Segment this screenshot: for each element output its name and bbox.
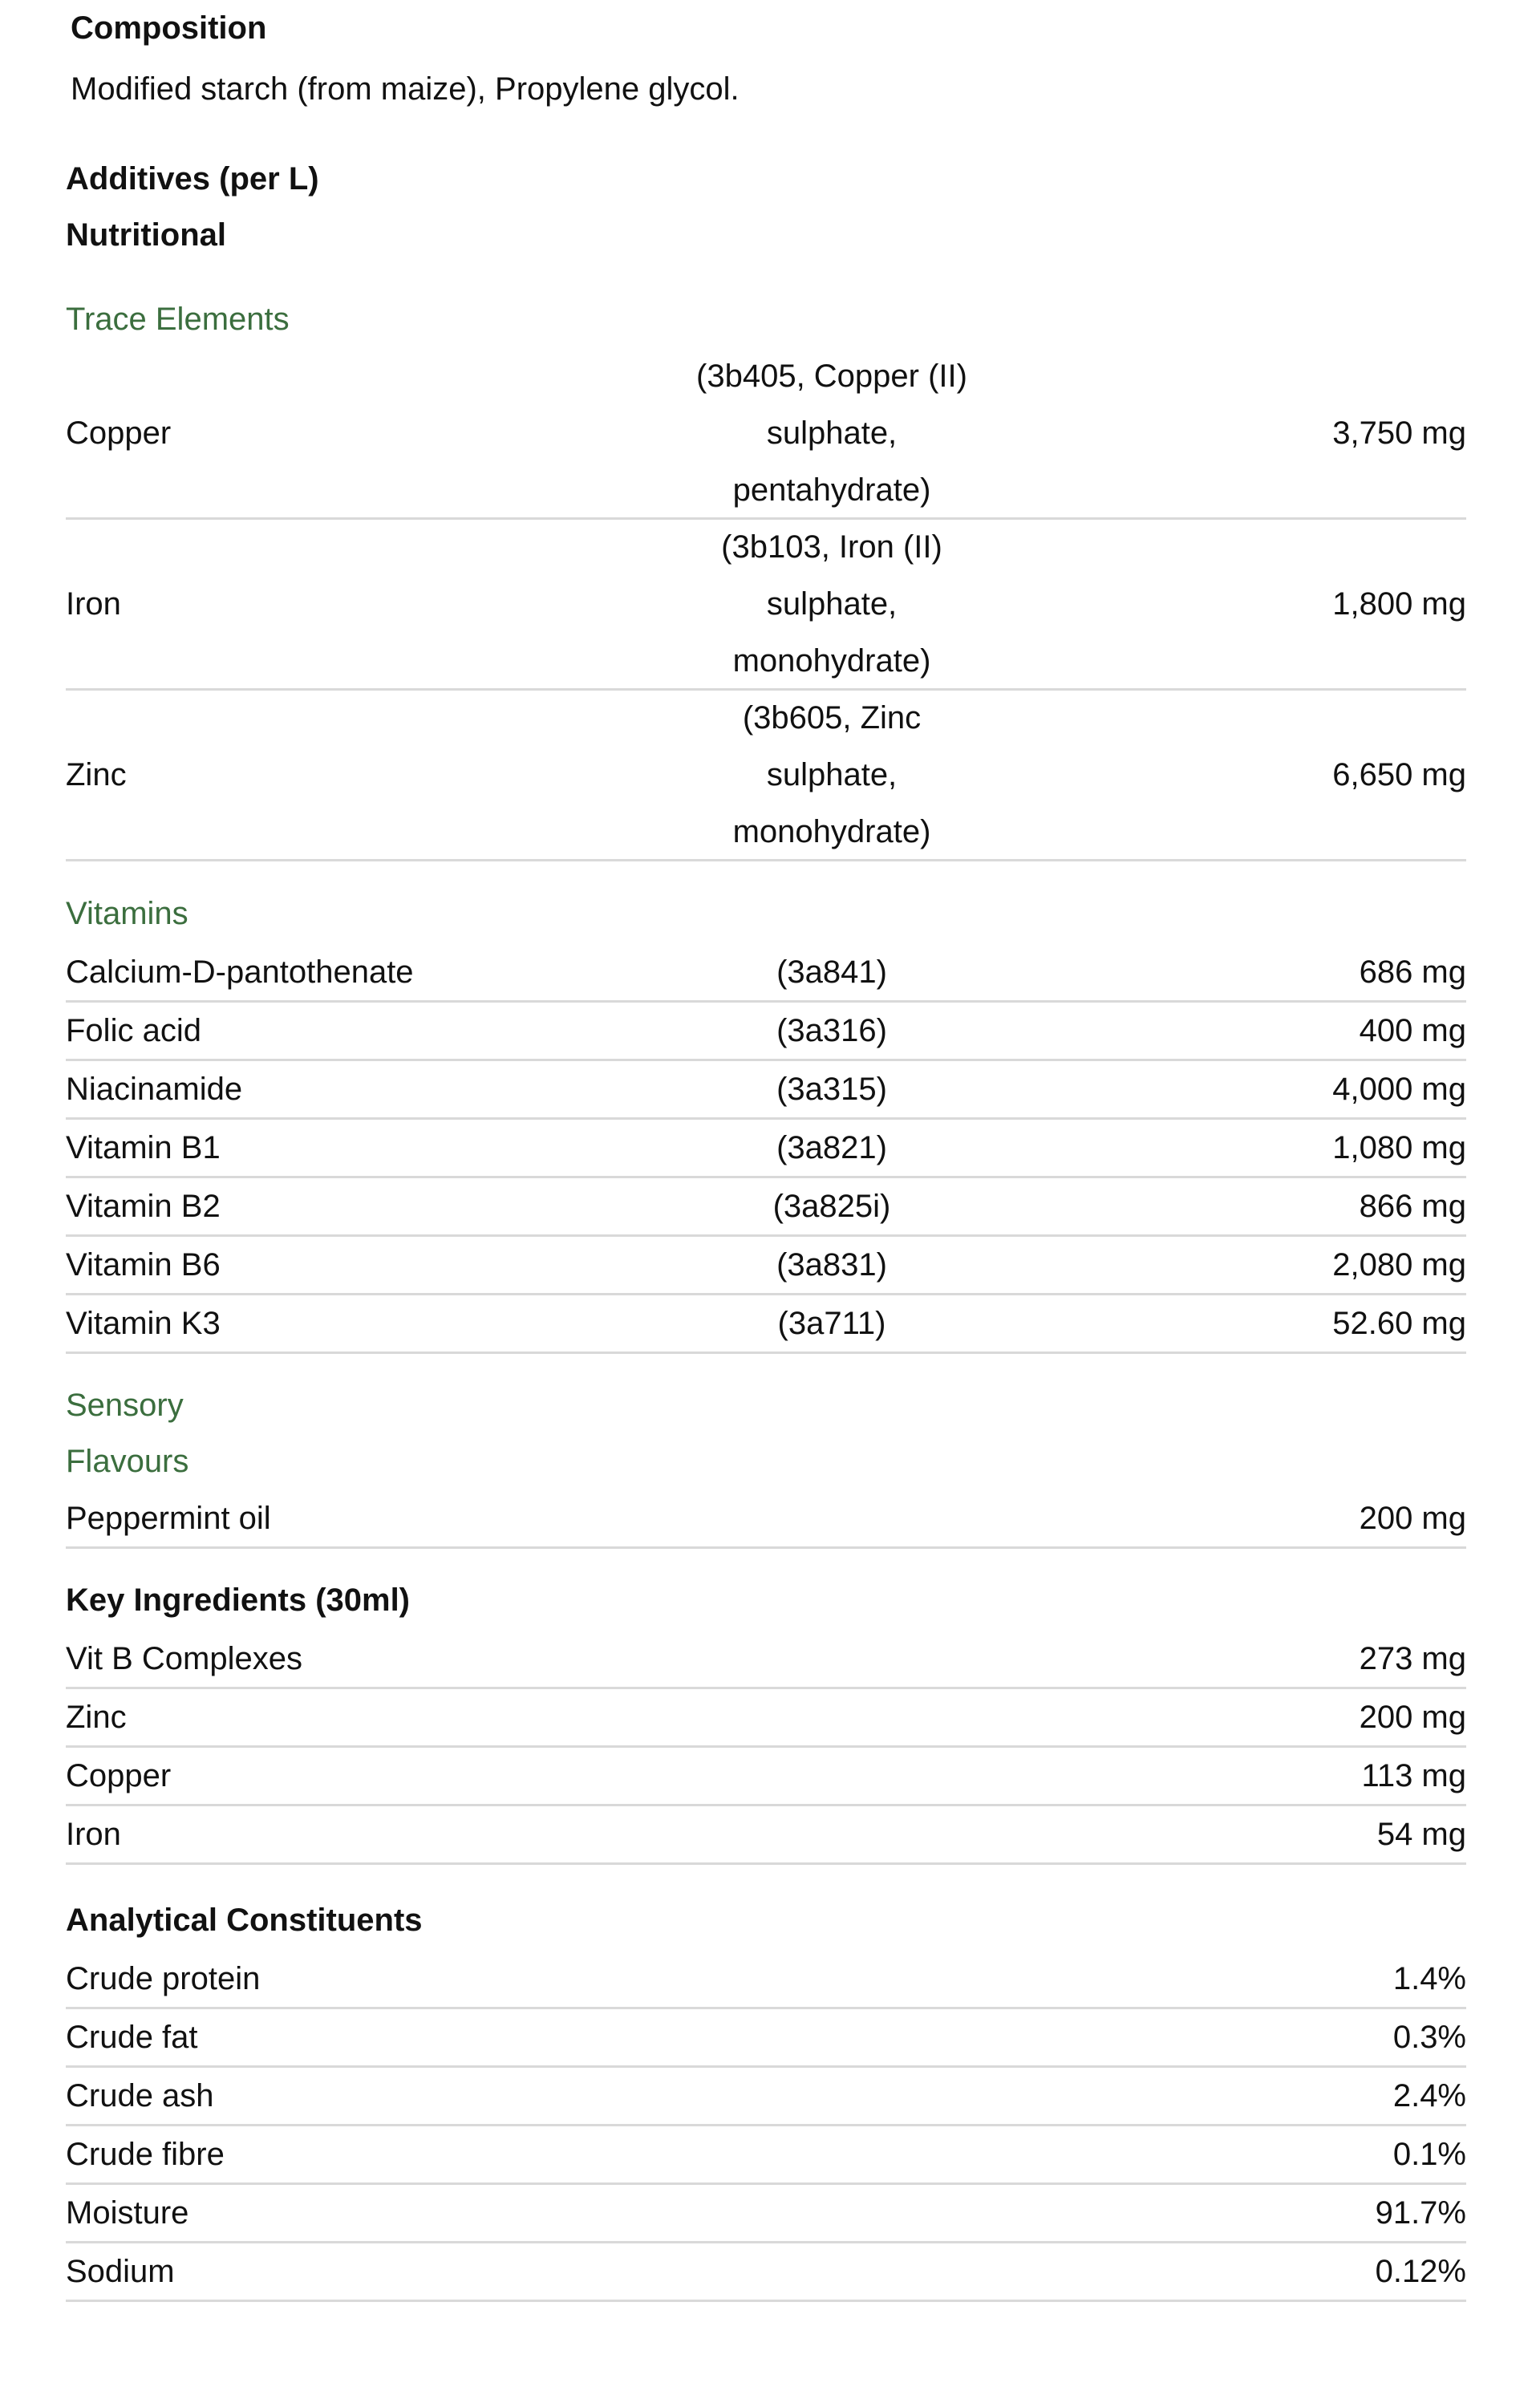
constituent-name: Crude ash — [66, 2077, 214, 2113]
ingredient-code: (3a711) — [777, 1305, 886, 1341]
table-row — [66, 1748, 1466, 1806]
constituent-name: Sodium — [66, 2253, 175, 2289]
constituent-value: 2.4% — [1392, 2077, 1466, 2113]
ingredient-code: (3a825i) — [772, 1188, 891, 1224]
ingredient-amount: 1,800 mg — [1332, 586, 1466, 622]
table-row — [66, 2185, 1466, 2243]
table-row — [66, 1951, 1466, 2009]
key-ingredients-heading: Key Ingredients (30ml) — [66, 1583, 411, 1618]
table-row — [66, 1631, 1466, 1689]
table-row — [66, 349, 1466, 520]
table-row — [66, 2126, 1466, 2185]
ingredient-amount: 400 mg — [1359, 1012, 1466, 1048]
analytical-constituents-heading: Analytical Constituents — [66, 1903, 423, 1938]
constituent-value: 91.7% — [1375, 2194, 1466, 2231]
ingredient-amount: 3,750 mg — [1332, 415, 1466, 451]
ingredient-amount: 113 mg — [1361, 1757, 1466, 1793]
nutritional-heading: Nutritional — [66, 217, 226, 253]
table-row — [66, 691, 1466, 861]
ingredient-name: Calcium-D-pantothenate — [66, 954, 414, 990]
ingredient-amount: 200 mg — [1359, 1501, 1466, 1536]
ingredient-code: (3b605, Zinc sulphate, monohydrate) — [732, 699, 931, 849]
ingredient-code: (3a831) — [776, 1246, 887, 1283]
constituent-name: Crude fibre — [66, 2136, 225, 2172]
ingredient-name: Zinc — [66, 756, 127, 792]
table-row — [66, 1003, 1466, 1061]
table-row — [66, 1491, 1466, 1549]
ingredient-name: Copper — [66, 1757, 172, 1793]
constituent-value: 0.3% — [1392, 2019, 1466, 2055]
ingredient-name: Vitamin B2 — [66, 1188, 221, 1224]
ingredient-name: Vitamin K3 — [66, 1305, 221, 1341]
sensory-heading: Sensory — [66, 1388, 184, 1423]
table-row — [66, 2243, 1466, 2302]
table-row — [66, 520, 1466, 691]
ingredient-code: (3a315) — [776, 1071, 887, 1107]
composition-heading: Composition — [71, 10, 267, 46]
ingredient-name: Zinc — [66, 1699, 127, 1735]
constituent-value: 0.1% — [1392, 2136, 1466, 2172]
ingredient-code: (3a821) — [776, 1129, 887, 1165]
ingredient-name: Vit B Complexes — [66, 1640, 302, 1676]
table-row — [66, 1237, 1466, 1295]
table-row — [66, 1178, 1466, 1237]
constituent-value: 0.12% — [1375, 2253, 1466, 2289]
ingredient-name: Copper — [66, 415, 172, 451]
ingredient-code: (3a841) — [776, 954, 887, 990]
ingredient-name: Peppermint oil — [66, 1501, 271, 1536]
ingredient-amount: 273 mg — [1359, 1640, 1466, 1676]
ingredient-amount: 686 mg — [1359, 954, 1466, 990]
vitamins-heading: Vitamins — [66, 896, 188, 931]
constituent-name: Crude fat — [66, 2019, 198, 2055]
ingredient-name: Niacinamide — [66, 1071, 243, 1107]
ingredient-amount: 2,080 mg — [1332, 1246, 1466, 1283]
table-row — [66, 2068, 1466, 2126]
ingredient-name: Vitamin B1 — [66, 1129, 221, 1165]
trace-elements-heading: Trace Elements — [66, 302, 290, 337]
ingredient-amount: 1,080 mg — [1332, 1129, 1466, 1165]
ingredient-amount: 4,000 mg — [1332, 1071, 1466, 1107]
table-row — [66, 2009, 1466, 2068]
ingredient-amount: 866 mg — [1359, 1188, 1466, 1224]
table-row — [66, 1806, 1466, 1865]
table-row — [66, 1689, 1466, 1748]
table-row — [66, 1295, 1466, 1354]
ingredient-code — [683, 1491, 980, 1546]
ingredient-name: Iron — [66, 1816, 121, 1852]
flavours-heading: Flavours — [66, 1444, 189, 1479]
ingredient-name: Vitamin B6 — [66, 1246, 221, 1283]
constituent-name: Moisture — [66, 2194, 189, 2231]
table-row — [66, 1061, 1466, 1120]
table-row — [66, 1120, 1466, 1178]
ingredient-code: (3b405, Copper (II) sulphate, pentahydrate) — [696, 358, 967, 508]
ingredient-amount: 6,650 mg — [1332, 756, 1466, 792]
constituent-value: 1.4% — [1392, 1960, 1466, 1996]
composition-text: Modified starch (from maize), Propylene glycol. — [71, 71, 740, 107]
ingredient-amount: 54 mg — [1376, 1816, 1466, 1852]
ingredient-code: (3a316) — [776, 1012, 887, 1048]
additives-heading: Additives (per L) — [66, 161, 319, 197]
ingredient-name: Iron — [66, 586, 121, 622]
ingredient-amount: 200 mg — [1359, 1699, 1466, 1735]
ingredient-code: (3b103, Iron (II) sulphate, monohydrate) — [721, 529, 942, 679]
ingredient-amount: 52.60 mg — [1332, 1305, 1466, 1341]
table-row — [66, 944, 1466, 1003]
ingredient-name: Folic acid — [66, 1012, 201, 1048]
constituent-name: Crude protein — [66, 1960, 261, 1996]
